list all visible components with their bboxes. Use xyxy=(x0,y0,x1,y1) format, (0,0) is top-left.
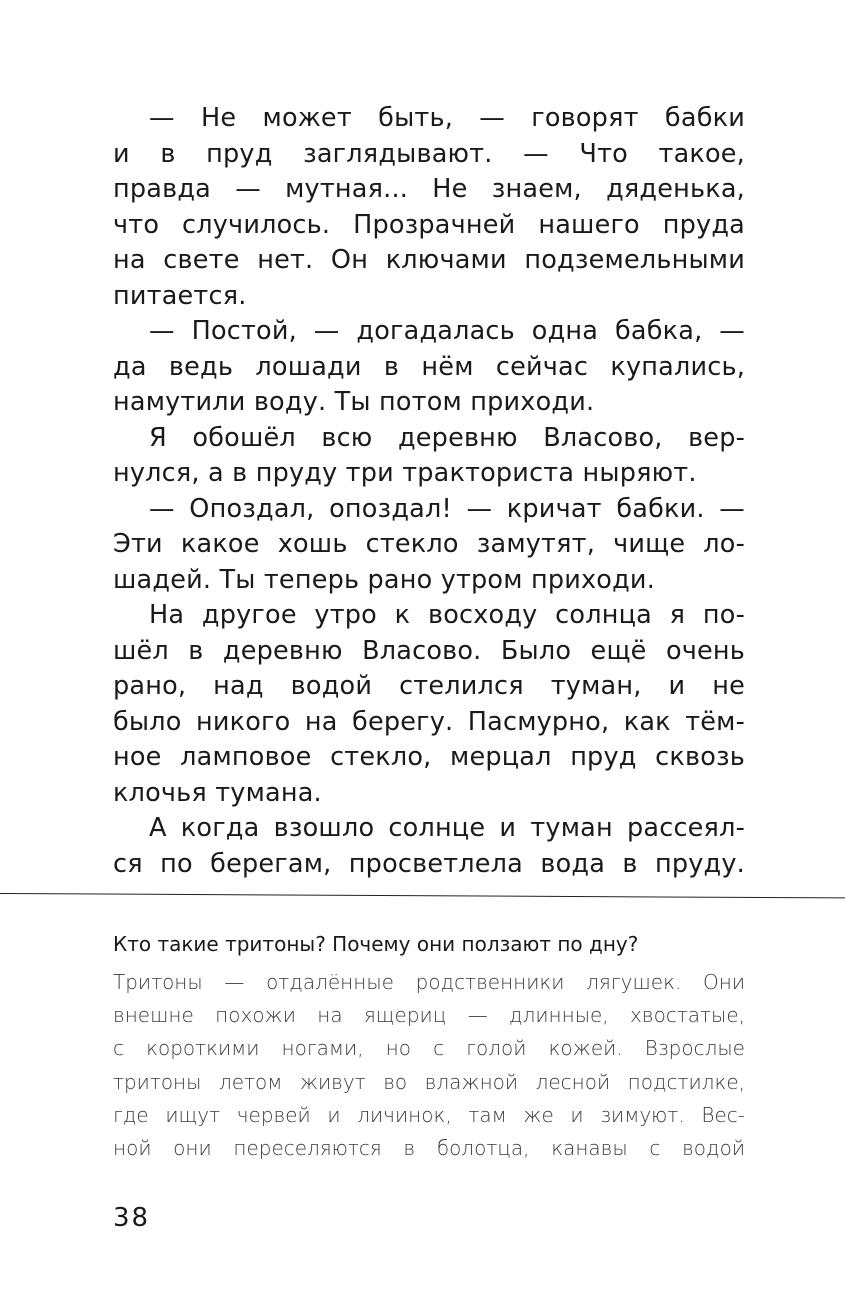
section-divider xyxy=(0,893,845,898)
text-line: На другое утро к восходу солнца я по- xyxy=(149,600,745,630)
text-line: ся по берегам, просветлела вода в пруду. xyxy=(113,848,745,879)
sidebar-question: Кто такие тритоны? Почему они ползают по дну? xyxy=(113,932,639,956)
text-line: — Не может быть, — говорят бабки xyxy=(149,103,745,133)
page-number: 38 xyxy=(113,1203,151,1233)
text-line: что случилось. Прозрачней нашего пруда xyxy=(113,209,745,240)
sidebar-line: где ищут червей и личинок, там же и зимуют. Вес- xyxy=(113,1102,745,1127)
sidebar-line: внешне похожи на ящериц — длинные, хвостатые, xyxy=(113,1003,745,1028)
text-line: шёл в деревню Власово. Было ещё очень xyxy=(113,635,745,666)
sidebar-line: Тритоны — отдалённые родственники лягушек. Они xyxy=(113,970,745,994)
text-line: было никого на берегу. Пасмурно, как тём- xyxy=(113,706,745,737)
sidebar-line: ной они переселяются в болотца, канавы с водой xyxy=(113,1135,745,1160)
text-line: — Опоздал, опоздал! — кричат бабки. — xyxy=(149,493,745,524)
sidebar-line: тритоны летом живут во влажной лесной подстилке, xyxy=(113,1069,745,1094)
text-line: нулся, а в пруду три тракториста ныряют. xyxy=(113,458,697,488)
text-line: на свете нет. Он ключами подземельными xyxy=(113,245,745,275)
sidebar-line: с короткими ногами, но с голой кожей. Взрослые xyxy=(113,1036,745,1061)
text-line: Эти какое хошь стекло замутят, чище ло- xyxy=(113,529,745,559)
text-line: намутили воду. Ты потом приходи. xyxy=(113,387,595,417)
text-line: Я обошёл всю деревню Власово, вер- xyxy=(149,422,745,453)
text-line: правда — мутная... Не знаем, дяденька, xyxy=(113,174,745,204)
text-line: — Постой, — догадалась одна бабка, — xyxy=(149,316,745,346)
info-sidebar xyxy=(113,928,745,1165)
text-line: да ведь лошади в нём сейчас купались, xyxy=(113,351,745,382)
text-line: ное ламповое стекло, мерцал пруд сквозь xyxy=(113,742,745,772)
text-line: и в пруд заглядывают. — Что такое, xyxy=(113,138,745,169)
text-line: А когда взошло солнце и туман рассеял- xyxy=(149,813,745,843)
story-text xyxy=(113,101,745,882)
text-line: рано, над водой стелился туман, и не xyxy=(113,671,745,701)
text-line: клочья тумана. xyxy=(113,777,322,808)
text-line: питается. xyxy=(113,280,247,311)
text-line: шадей. Ты теперь рано утром приходи. xyxy=(113,564,656,595)
sidebar-body xyxy=(113,966,745,1165)
